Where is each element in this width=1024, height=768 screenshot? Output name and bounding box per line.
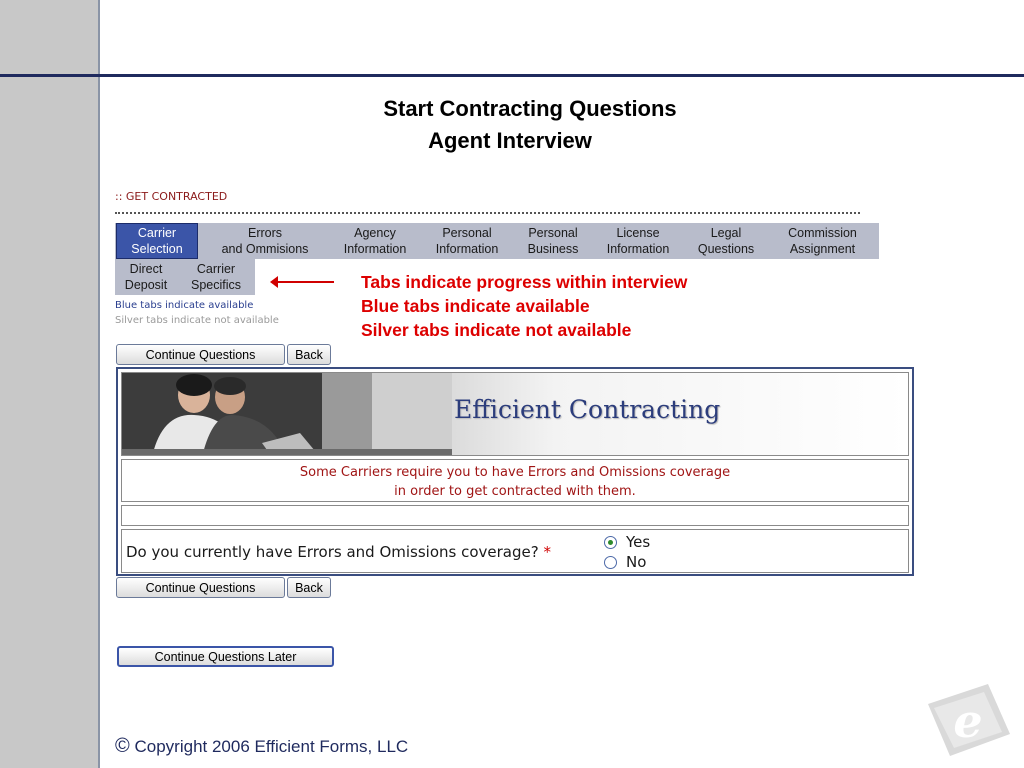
tab-label-line1: Errors	[247, 226, 283, 240]
question-label	[126, 543, 551, 561]
radio-no[interactable]	[604, 553, 646, 571]
tab-carrier-selection[interactable]	[116, 223, 198, 259]
tab-carrier-specifics	[181, 259, 251, 295]
radio-label: Yes	[626, 533, 651, 551]
notice-line: Some Carriers require you to have Errors and Omissions coverage	[299, 465, 731, 480]
tab-label-line1: Personal	[442, 226, 492, 240]
tab-label-line2: Selection	[131, 242, 183, 256]
people-at-laptop-image	[122, 373, 452, 456]
legend-silver-text: Silver tabs indicate not available	[115, 315, 279, 326]
continue-questions-later-button[interactable]: Continue Questions Later	[117, 646, 334, 667]
radio-yes[interactable]	[604, 533, 650, 551]
tab-personal-business	[515, 223, 591, 259]
question-text: Do you currently have Errors and Omissions coverage?	[126, 543, 539, 561]
tab-legal-questions	[687, 223, 765, 259]
question-row	[121, 529, 909, 573]
tab-label-line2: Information	[606, 242, 670, 256]
tab-license-information	[598, 223, 678, 259]
section-label: :: GET CONTRACTED	[115, 190, 228, 203]
tab-label-line2: Questions	[697, 242, 755, 256]
tab-label-line2: Specifics	[190, 278, 242, 292]
tab-label-line1: Legal	[710, 226, 742, 240]
slide-subtitle: Agent Interview	[428, 128, 592, 153]
banner	[121, 372, 909, 456]
tab-personal-information	[427, 223, 507, 259]
tab-label-line1: Direct	[129, 262, 163, 276]
tab-label-line2: Information	[343, 242, 407, 256]
tab-label-line2: Business	[527, 242, 579, 256]
tab-label-line1: Commission	[788, 226, 857, 240]
copyright-footer	[115, 735, 408, 758]
radio-unchecked-icon[interactable]	[604, 556, 617, 569]
tab-errors-omissions	[210, 223, 320, 259]
copyright-text: Copyright 2006 Efficient Forms, LLC	[134, 737, 409, 756]
copyright-icon: ©	[115, 735, 130, 757]
tab-direct-deposit	[115, 259, 177, 295]
tab-label-line1: Personal	[528, 226, 578, 240]
continue-questions-button-bottom[interactable]: Continue Questions	[116, 577, 285, 598]
dotted-divider	[115, 212, 860, 216]
tab-label-line1: Carrier	[196, 262, 236, 276]
legend-blue-text: Blue tabs indicate available	[115, 300, 254, 311]
notice-line: in order to get contracted with them.	[394, 484, 636, 499]
progress-subtab-bar	[115, 259, 255, 295]
tab-label-line1: Agency	[354, 226, 396, 240]
progress-tab-bar	[115, 223, 879, 259]
tab-agency-information	[335, 223, 415, 259]
annotation-line: Silver tabs indicate not available	[361, 320, 632, 340]
continue-questions-button[interactable]: Continue Questions	[116, 344, 285, 365]
annotation-line: Blue tabs indicate available	[361, 296, 590, 316]
back-button[interactable]: Back	[287, 344, 331, 365]
svg-text:e: e	[953, 694, 983, 748]
banner-title: Efficient Contracting	[454, 395, 721, 424]
back-button-bottom[interactable]: Back	[287, 577, 331, 598]
tab-label-line2: Information	[435, 242, 499, 256]
required-marker: *	[543, 543, 551, 561]
efficient-forms-logo-icon	[924, 682, 1012, 758]
tab-commission-assignment	[775, 223, 870, 259]
tab-label-line2: and Ommisions	[221, 242, 309, 256]
left-sidebar-bar	[0, 0, 100, 768]
header-rule	[0, 74, 1024, 77]
tab-label-line2: Deposit	[124, 278, 168, 292]
tab-label-line1: License	[616, 226, 660, 240]
tab-label-line1: Carrier	[137, 226, 177, 240]
tab-label-line2: Assignment	[789, 242, 856, 256]
annotation-line: Tabs indicate progress within interview	[361, 272, 688, 292]
left-arrow-icon	[272, 281, 334, 283]
form-panel	[116, 367, 914, 576]
radio-label: No	[626, 553, 647, 571]
spacer-row	[121, 505, 909, 526]
coverage-notice	[121, 459, 909, 502]
radio-checked-icon[interactable]	[604, 536, 617, 549]
slide-title: Start Contracting Questions	[383, 96, 677, 121]
